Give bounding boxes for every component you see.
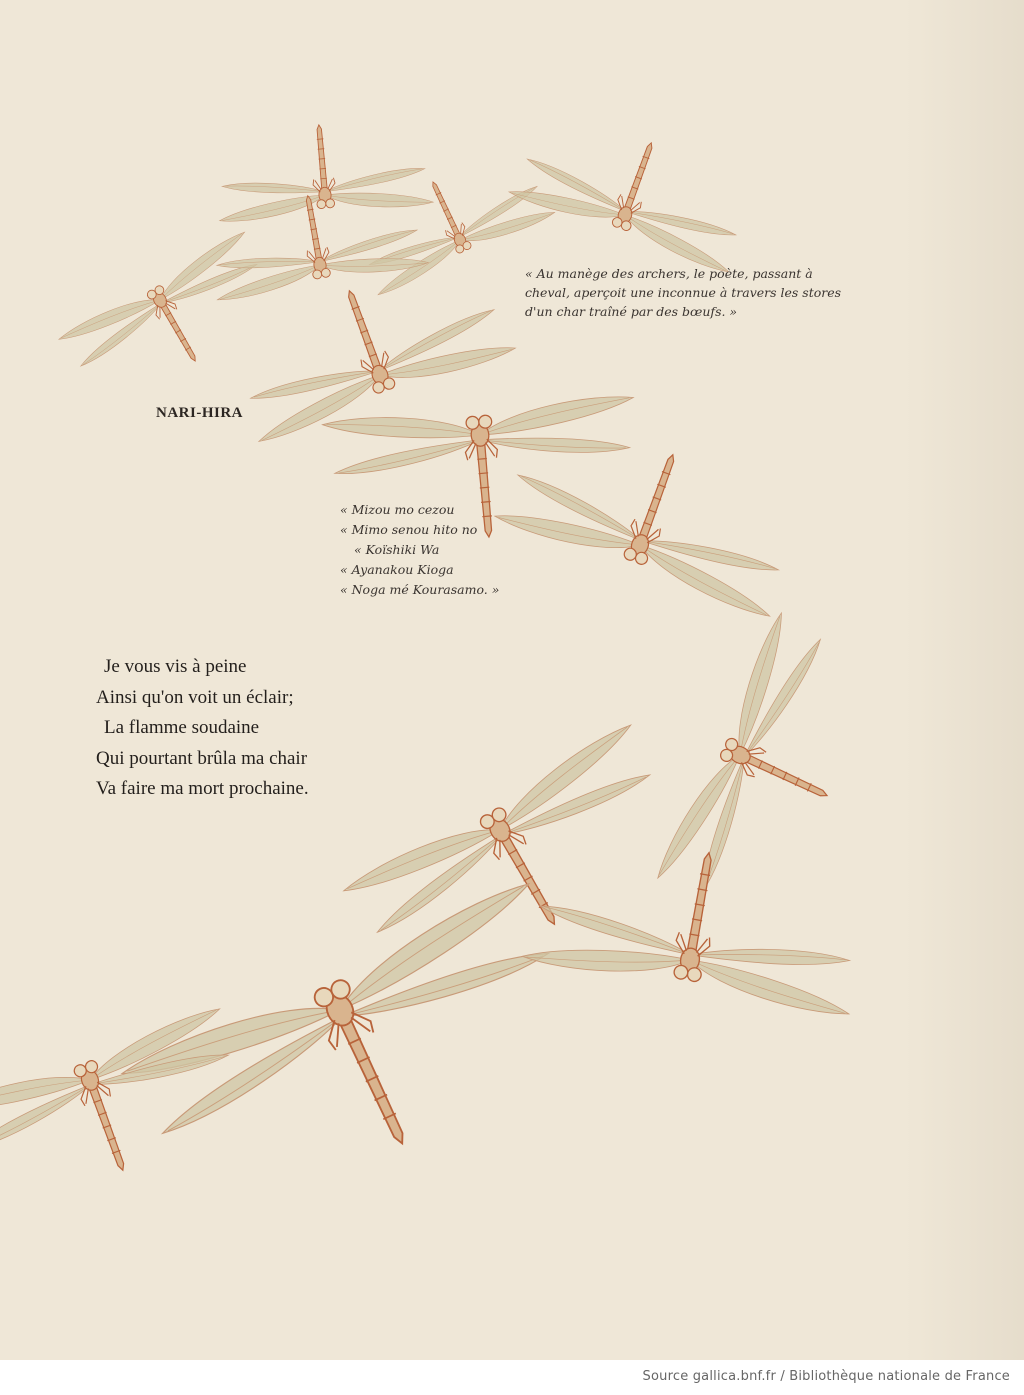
dragonfly-icon [522, 824, 872, 1017]
italic-quote [525, 264, 865, 321]
poem-line: Je vous vis à peine [104, 656, 247, 677]
quote-line: cheval, aperçoit une inconnue à travers les stores [525, 285, 842, 300]
quote-line: « Au manège des archers, le poète, passant à [525, 266, 813, 281]
poem-line: La flamme soudaine [104, 717, 260, 738]
dragonfly-icon [345, 141, 556, 297]
quote-line: d'un char traîné par des bœufs. » [525, 304, 738, 319]
japanese-line: « Noga mé Kourasamo. » [340, 582, 500, 597]
dragonfly-icon [508, 103, 761, 274]
dragonfly-icon [221, 244, 516, 444]
poem-line: Va faire ma mort prochaine. [96, 778, 309, 799]
poet-title: NARI-HIRA [156, 405, 243, 421]
japanese-line: « Koïshiki Wa [354, 542, 440, 557]
poem-line: Ainsi qu'on voit un éclair; [96, 686, 294, 708]
japanese-line: « Ayanakou Kioga [340, 562, 454, 577]
french-poem [96, 652, 309, 805]
japanese-line: « Mizou mo cezou [340, 502, 455, 517]
dragonfly-icon [494, 405, 810, 619]
dragonfly-icon [655, 612, 888, 928]
poem-line: Qui pourtant brûla ma chair [96, 747, 308, 769]
dragonfly-icon [212, 116, 433, 223]
dragonfly-icon [58, 230, 288, 414]
japanese-line: « Mimo senou hito no [340, 522, 478, 537]
japanese-poem [340, 500, 499, 600]
source-credit[interactable]: Source gallica.bnf.fr / Bibliothèque nationale de France [642, 1369, 1010, 1384]
